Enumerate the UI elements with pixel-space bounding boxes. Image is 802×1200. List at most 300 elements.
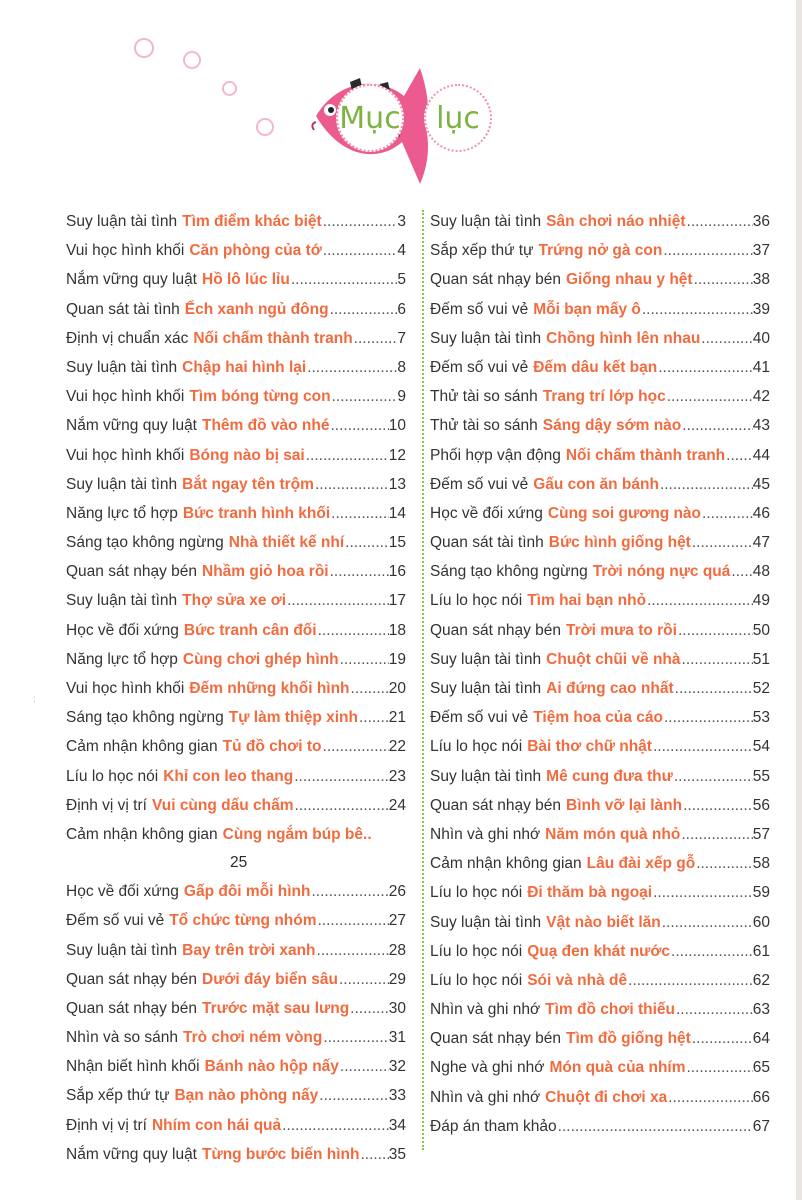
leader-dots	[323, 1023, 388, 1052]
leader-dots	[660, 470, 753, 499]
entry-title: Mê cung đưa thư	[546, 767, 673, 785]
leader-dots	[345, 528, 389, 557]
leader-dots	[683, 791, 753, 820]
toc-entry[interactable]	[66, 877, 406, 906]
entry-page-number: 43	[752, 417, 770, 435]
entry-category: Quan sát nhạy bén	[430, 621, 561, 639]
entry-page-number: 51	[752, 650, 770, 668]
leader-dots	[282, 1111, 389, 1140]
entry-title: Gấu con ăn bánh	[533, 475, 659, 493]
margin-mark: :	[33, 694, 36, 705]
entry-title: Đếm những khối hình	[189, 680, 350, 697]
entry-title: Đi thăm bà ngoại	[527, 884, 653, 902]
entry-title: Lâu đài xếp gỗ	[586, 855, 696, 873]
toc-entry[interactable]	[430, 441, 770, 470]
entry-page-number: 33	[388, 1087, 406, 1105]
leader-dots	[675, 674, 753, 703]
entry-category: Nắm vững quy luật	[66, 417, 197, 435]
toc-entry[interactable]	[430, 207, 770, 236]
leader-dots	[350, 994, 389, 1023]
toc-entry[interactable]	[66, 674, 406, 703]
leader-dots	[692, 1024, 753, 1053]
leader-dots	[339, 965, 389, 994]
entry-page-number: 58	[752, 855, 770, 873]
leader-dots	[317, 936, 389, 965]
entry-page-number: 3	[397, 213, 406, 230]
toc-entry[interactable]	[430, 528, 770, 557]
entry-category: Vui học hình khối	[66, 388, 185, 406]
entry-title: Bức hình giống hệt	[548, 534, 691, 552]
toc-entry[interactable]	[66, 499, 406, 528]
entry-page-number: 29	[388, 970, 406, 988]
entry-category: Học về đối xứng	[66, 883, 179, 901]
entry-title: Trang trí lớp học	[542, 388, 666, 406]
toc-entry[interactable]	[66, 1023, 406, 1052]
entry-title: Trò chơi ném vòng	[183, 1029, 323, 1047]
entry-title: Thợ sửa xe ơi	[182, 592, 287, 610]
toc-entry[interactable]	[430, 470, 770, 499]
entry-title: Bay trên trời xanh	[182, 941, 316, 959]
entry-title: Tủ đồ chơi to	[222, 738, 322, 756]
toc-entry[interactable]	[66, 411, 406, 440]
toc-entry[interactable]	[430, 995, 770, 1024]
entry-page-number: 31	[388, 1029, 406, 1047]
entry-category: Đáp án tham khảo	[430, 1117, 557, 1135]
leader-dots	[702, 499, 753, 528]
toc-entry[interactable]	[430, 324, 770, 353]
leader-dots	[340, 645, 389, 674]
leader-dots	[726, 441, 753, 470]
entry-category: Vui học hình khối	[66, 242, 185, 260]
leader-dots	[354, 324, 398, 353]
entry-category: Suy luận tài tình	[66, 475, 178, 493]
entry-category: Đếm số vui vẻ	[430, 475, 529, 493]
entry-page-number: 59	[752, 884, 770, 902]
toc-entry[interactable]	[66, 936, 406, 965]
entry-page-number: 44	[752, 446, 770, 464]
toc-entry[interactable]	[66, 353, 406, 382]
leader-dots	[323, 207, 398, 236]
entry-page-number: 25	[230, 854, 248, 872]
toc-entry[interactable]	[430, 1053, 770, 1082]
entry-category: Học về đối xứng	[66, 621, 179, 639]
leader-dots	[687, 207, 753, 236]
toc-entry[interactable]	[66, 965, 406, 994]
entry-category: Suy luận tài tình	[66, 358, 178, 376]
entry-title: Sáng dậy sớm nào	[542, 417, 682, 435]
entry-page-number: 27	[388, 912, 406, 930]
leader-dots	[662, 908, 753, 937]
leader-dots	[671, 937, 753, 966]
entry-title: Năm món quà nhỏ	[545, 825, 681, 843]
toc-entry[interactable]	[66, 906, 406, 935]
entry-page-number: 49	[752, 592, 770, 610]
toc-entry[interactable]	[66, 528, 406, 557]
toc-entry[interactable]	[66, 207, 406, 236]
leader-dots	[295, 791, 389, 820]
entry-category: Cảm nhận không gian	[430, 855, 582, 873]
toc-entry[interactable]	[430, 236, 770, 265]
entry-page-number: 64	[752, 1030, 770, 1048]
toc-entry[interactable]	[430, 295, 770, 324]
bubble	[183, 51, 201, 69]
entry-page-number: 62	[752, 971, 770, 989]
leader-dots	[306, 441, 389, 470]
entry-category: Sắp xếp thứ tự	[430, 242, 534, 260]
leader-dots	[653, 732, 753, 761]
leader-dots	[682, 411, 752, 440]
entry-category: Vui học hình khối	[66, 446, 185, 464]
toc-entry[interactable]	[430, 791, 770, 820]
bubble	[134, 38, 154, 58]
entry-page-number: 20	[388, 680, 406, 697]
entry-page-number: 24	[388, 796, 406, 814]
entry-title: Tìm bóng từng con	[189, 388, 331, 406]
entry-page-number: 67	[752, 1117, 770, 1135]
leader-dots	[330, 557, 389, 586]
entry-category: Đếm số vui vẻ	[430, 300, 529, 318]
toc-entry[interactable]	[430, 908, 770, 937]
entry-title: Chuột đi chơi xa	[545, 1088, 668, 1106]
toc-entry[interactable]	[430, 411, 770, 440]
toc-entry[interactable]	[66, 703, 406, 732]
entry-page-number: 4	[397, 242, 406, 260]
leader-dots	[676, 995, 753, 1024]
entry-title: Nối chấm thành tranh	[565, 446, 726, 464]
leader-dots	[696, 849, 753, 878]
entry-page-number: 55	[752, 767, 770, 785]
toc-entry[interactable]	[430, 966, 770, 995]
entry-title: Bóng nào bị sai	[189, 446, 305, 464]
entry-page-number: 10	[388, 417, 406, 435]
toc-entry[interactable]	[66, 382, 406, 411]
entry-title: Chuột chũi về nhà	[546, 650, 681, 668]
leader-dots	[340, 1052, 389, 1081]
entry-category: Líu lo học nói	[430, 884, 523, 902]
entry-category: Líu lo học nói	[430, 592, 523, 610]
entry-title: Từng bước biến hình	[202, 1145, 360, 1163]
toc-entry[interactable]	[430, 499, 770, 528]
leader-dots	[323, 732, 389, 761]
entry-page-number: 13	[388, 475, 406, 493]
leader-dots	[664, 703, 753, 732]
entry-title: Ếch xanh ngủ đông	[184, 300, 329, 318]
entry-category: Quan sát tài tình	[66, 300, 180, 318]
toc-title-word-1: Mục	[339, 100, 401, 136]
header	[0, 0, 802, 205]
entry-page-number: 53	[752, 709, 770, 727]
entry-category: Sáng tạo không ngừng	[66, 709, 224, 727]
entry-category: Suy luận tài tình	[430, 913, 542, 931]
leader-dots	[628, 966, 753, 995]
entry-page-number: 16	[388, 563, 406, 581]
entry-title: Nhầm giỏ hoa rồi	[202, 563, 329, 581]
entry-page-number: 63	[752, 1001, 770, 1019]
leader-dots	[667, 382, 753, 411]
entry-page-number: 36	[752, 213, 770, 230]
entry-page-number: 57	[752, 825, 770, 843]
leader-dots	[311, 877, 388, 906]
toc-entry[interactable]	[66, 645, 406, 674]
toc-entry[interactable]	[66, 236, 406, 265]
entry-category: Định vị vị trí	[66, 1116, 147, 1134]
toc-entry[interactable]	[430, 557, 770, 586]
entry-page-number: 48	[752, 563, 770, 581]
entry-page-number: 41	[752, 358, 770, 376]
entry-title: Tìm điểm khác biệt	[182, 213, 322, 230]
toc-entry[interactable]	[430, 645, 770, 674]
toc-entry[interactable]	[66, 994, 406, 1023]
entry-category: Líu lo học nói	[430, 738, 523, 756]
entry-title: Dưới đáy biển sâu	[202, 970, 338, 988]
leader-dots	[351, 674, 389, 703]
entry-page-number: 61	[752, 942, 770, 960]
entry-page-number: 46	[752, 504, 770, 522]
toc-entry[interactable]	[66, 1140, 406, 1169]
toc-entry[interactable]	[66, 820, 406, 849]
leader-dots	[642, 295, 753, 324]
entry-page-number: 12	[388, 446, 406, 464]
leader-dots	[668, 1083, 753, 1112]
entry-page-number: 50	[752, 621, 770, 639]
entry-category: Nhìn và so sánh	[66, 1029, 179, 1047]
toc-entry[interactable]	[66, 1111, 406, 1140]
leader-dots	[681, 820, 752, 849]
entry-category: Suy luận tài tình	[66, 592, 178, 610]
toc-entry[interactable]	[430, 878, 770, 907]
entry-page-number: 54	[752, 738, 770, 756]
entry-title: Vui cùng dấu chấm	[151, 796, 294, 814]
entry-page-number: 15	[388, 534, 406, 552]
entry-page-number: 19	[388, 650, 406, 668]
leader-dots	[330, 295, 398, 324]
entry-category: Líu lo học nói	[66, 767, 159, 785]
entry-category: Định vị chuẩn xác	[66, 329, 189, 347]
leader-dots	[315, 470, 389, 499]
leader-dots	[694, 265, 753, 294]
toc-entry[interactable]	[66, 586, 406, 615]
entry-category: Thử tài so sánh	[430, 388, 538, 406]
entry-title: Nhím con hái quả	[151, 1116, 282, 1134]
entry-category: Quan sát nhạy bén	[66, 970, 197, 988]
leader-dots	[331, 499, 389, 528]
toc-entry[interactable]	[66, 324, 406, 353]
bubble	[256, 118, 274, 136]
entry-category: Suy luận tài tình	[430, 767, 542, 785]
toc-entry[interactable]	[66, 616, 406, 645]
entry-title: Mỗi bạn mấy ô	[533, 300, 641, 318]
bubble	[222, 81, 237, 96]
entry-title: Cùng soi gương nào	[547, 504, 702, 522]
toc-entry[interactable]	[66, 732, 406, 761]
leader-dots	[558, 1112, 753, 1141]
entry-category: Năng lực tổ hợp	[66, 650, 178, 668]
entry-category: Líu lo học nói	[430, 971, 523, 989]
entry-page-number-wrapped	[66, 849, 406, 877]
entry-page-number: 17	[388, 592, 406, 610]
entry-title: Trứng nở gà con	[538, 242, 663, 260]
entry-title: Gấp đôi mỗi hình	[183, 883, 311, 901]
entry-title: Bánh nào hộp nấy	[204, 1058, 339, 1076]
entry-title: Hồ lô lúc lỉu	[202, 271, 290, 289]
entry-category: Suy luận tài tình	[430, 213, 542, 230]
entry-category: Năng lực tổ hợp	[66, 504, 178, 522]
entry-title: Bình vỡ lại lành	[566, 796, 683, 814]
entry-title: Quạ đen khát nước	[527, 942, 671, 960]
entry-category: Nắm vững quy luật	[66, 1145, 197, 1163]
leader-dots	[687, 1053, 753, 1082]
entry-category: Nắm vững quy luật	[66, 271, 197, 289]
toc-entry[interactable]	[66, 1052, 406, 1081]
title-circle-2	[424, 84, 492, 152]
entry-page-number: 32	[388, 1058, 406, 1076]
toc-entry[interactable]	[66, 441, 406, 470]
toc-entry[interactable]	[66, 470, 406, 499]
entry-page-number: 30	[388, 999, 406, 1017]
entry-title: Cùng ngắm búp bê..	[222, 825, 372, 843]
entry-page-number: 21	[388, 709, 406, 727]
entry-title: Tiệm hoa của cáo	[533, 709, 663, 727]
leader-dots	[323, 236, 398, 265]
toc-entry[interactable]	[430, 674, 770, 703]
toc-entry[interactable]	[66, 762, 406, 791]
entry-title: Tìm đồ giống hệt	[566, 1030, 691, 1048]
entry-title: Ai đứng cao nhất	[546, 680, 674, 697]
entry-title: Bài thơ chữ nhật	[527, 738, 652, 756]
toc-entry[interactable]	[66, 1081, 406, 1110]
entry-page-number: 60	[752, 913, 770, 931]
entry-page-number: 26	[388, 883, 406, 901]
leader-dots	[653, 878, 753, 907]
entry-page-number: 5	[397, 271, 406, 289]
entry-category: Cảm nhận không gian	[66, 738, 218, 756]
entry-page-number: 66	[752, 1088, 770, 1106]
entry-title: Bức tranh cân đối	[183, 621, 317, 639]
entry-page-number: 14	[388, 504, 406, 522]
entry-title: Sân chơi náo nhiệt	[546, 213, 686, 230]
entry-category: Suy luận tài tình	[430, 650, 542, 668]
entry-page-number: 35	[388, 1145, 406, 1163]
toc-entry[interactable]	[430, 849, 770, 878]
leader-dots	[658, 353, 753, 382]
entry-title: Trời nóng nực quá	[592, 563, 731, 581]
toc-entry[interactable]	[430, 703, 770, 732]
leader-dots	[318, 906, 389, 935]
entry-page-number: 45	[752, 475, 770, 493]
entry-title: Nối chấm thành tranh	[193, 329, 353, 347]
entry-title: Nhà thiết kế nhí	[228, 534, 345, 552]
entry-title: Bắt ngay tên trộm	[182, 475, 314, 493]
title-circle-1	[336, 84, 404, 152]
entry-page-number: 65	[752, 1059, 770, 1077]
entry-page-number: 23	[388, 767, 406, 785]
entry-category: Suy luận tài tình	[66, 941, 178, 959]
leader-dots	[332, 382, 398, 411]
entry-title: Trời mưa to rồi	[566, 621, 677, 639]
entry-title: Bạn nào phòng nấy	[174, 1087, 319, 1105]
entry-title: Chập hai hình lại	[182, 358, 307, 376]
entry-category: Sáng tạo không ngừng	[430, 563, 588, 581]
toc-entry[interactable]	[430, 1083, 770, 1112]
entry-category: Đếm số vui vẻ	[430, 358, 529, 376]
toc-entry[interactable]	[66, 265, 406, 294]
leader-dots	[307, 353, 397, 382]
toc-left-column	[66, 207, 406, 1169]
entry-category: Quan sát tài tình	[430, 534, 544, 552]
entry-page-number: 9	[397, 388, 406, 406]
entry-category: Sáng tạo không ngừng	[66, 534, 224, 552]
column-divider	[422, 210, 424, 1150]
entry-title: Khỉ con leo thang	[163, 767, 294, 785]
entry-category: Quan sát nhạy bén	[430, 1030, 561, 1048]
entry-title: Đếm dâu kết bạn	[533, 358, 658, 376]
entry-category: Nhận biết hình khối	[66, 1058, 200, 1076]
entry-category: Quan sát nhạy bén	[430, 796, 561, 814]
entry-title: Tự làm thiệp xinh	[228, 709, 358, 727]
toc-entry[interactable]	[66, 791, 406, 820]
entry-title: Tìm đồ chơi thiếu	[545, 1001, 675, 1019]
entry-page-number: 40	[752, 329, 770, 347]
entry-title: Vật nào biết lăn	[546, 913, 661, 931]
toc-title-word-2: lục	[436, 100, 480, 136]
entry-page-number: 47	[752, 534, 770, 552]
leader-dots	[647, 586, 753, 615]
entry-title: Tổ chức từng nhóm	[169, 912, 317, 930]
entry-title: Tìm hai bạn nhỏ	[527, 592, 647, 610]
toc-entry[interactable]	[430, 616, 770, 645]
entry-page-number: 8	[397, 358, 406, 376]
entry-page-number: 34	[388, 1116, 406, 1134]
entry-category: Thử tài so sánh	[430, 417, 538, 435]
leader-dots	[359, 703, 389, 732]
entry-category: Quan sát nhạy bén	[430, 271, 561, 289]
toc-entry[interactable]	[430, 732, 770, 761]
entry-category: Định vị vị trí	[66, 796, 147, 814]
entry-category: Vui học hình khối	[66, 680, 185, 697]
entry-title: Căn phòng của tớ	[189, 242, 322, 260]
entry-title: Món quà của nhím	[549, 1059, 686, 1077]
entry-category: Líu lo học nói	[430, 942, 523, 960]
toc-entry[interactable]	[430, 762, 770, 791]
toc-entry[interactable]	[430, 820, 770, 849]
entry-category: Nhìn và ghi nhớ	[430, 1088, 541, 1106]
toc-entry[interactable]	[430, 265, 770, 294]
leader-dots	[287, 586, 389, 615]
entry-category: Nhìn và ghi nhớ	[430, 825, 541, 843]
entry-page-number: 52	[752, 680, 770, 697]
toc-entry[interactable]	[430, 937, 770, 966]
entry-page-number: 28	[388, 941, 406, 959]
entry-category: Đếm số vui vẻ	[430, 709, 529, 727]
entry-category: Phối hợp vận động	[430, 446, 561, 464]
toc-entry[interactable]	[430, 1024, 770, 1053]
leader-dots	[678, 616, 753, 645]
entry-category: Sắp xếp thứ tự	[66, 1087, 170, 1105]
toc-entry[interactable]	[66, 557, 406, 586]
toc-entry[interactable]	[430, 382, 770, 411]
leader-dots	[360, 1140, 388, 1169]
leader-dots	[319, 1081, 388, 1110]
entry-category: Nghe và ghi nhớ	[430, 1059, 545, 1077]
toc-entry[interactable]	[66, 295, 406, 324]
entry-category: Học về đối xứng	[430, 504, 543, 522]
entry-category: Nhìn và ghi nhớ	[430, 1001, 541, 1019]
leader-dots	[674, 762, 753, 791]
leader-dots	[291, 265, 398, 294]
toc-entry[interactable]	[430, 1112, 770, 1141]
toc-entry[interactable]	[430, 353, 770, 382]
toc-entry[interactable]	[430, 586, 770, 615]
